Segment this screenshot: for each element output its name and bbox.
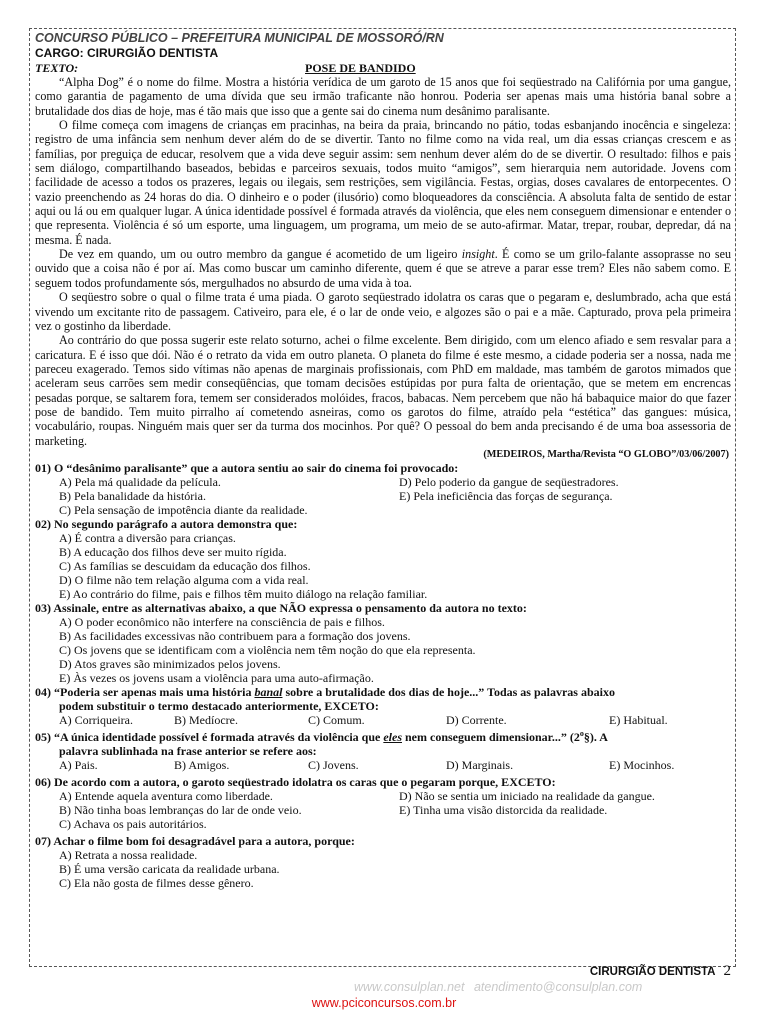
q5-stem-part-d: §). A bbox=[583, 729, 608, 744]
q4-option-a: A) Corriqueira. bbox=[59, 712, 133, 727]
question-6-stem: 06) De acordo com a autora, o garoto seqüestrado idolatra os caras que o pegaram porque, EXCETO: bbox=[35, 774, 556, 789]
paragraph-3-part-c: . É como se um grilo-falante assoprasse no seu ouvido que a coisa não é por aí. Mas como buscar um caminho diferente, quem é que se atreve a parar esse trem? Eles não sabem como. E seguem todos profundamente sós, mergulhados no absurdo de uma vida à toa. bbox=[35, 247, 732, 290]
pciconcursos-link[interactable]: www.pciconcursos.com.br bbox=[311, 996, 457, 1010]
question-5-stem-line-2 bbox=[35, 744, 731, 758]
q4-highlighted-word: banal bbox=[254, 684, 283, 699]
q6-option-a: A) Entende aquela aventura como liberdade. bbox=[59, 788, 273, 803]
q1-option-b: B) Pela banalidade da história. bbox=[59, 488, 206, 503]
q1-option-d: D) Pelo poderio da gangue de seqüestradores. bbox=[399, 474, 619, 489]
footer-cargo bbox=[590, 963, 731, 980]
q4-stem-part-a: 04) “Poderia ser apenas mais uma história bbox=[35, 684, 255, 699]
q1-option-a: A) Pela má qualidade da película. bbox=[59, 474, 221, 489]
paragraph-3 bbox=[35, 247, 731, 290]
insight-word: insight bbox=[461, 247, 495, 262]
question-4-stem bbox=[35, 685, 731, 699]
footer-cargo-label: CIRURGIÃO DENTISTA bbox=[589, 966, 716, 978]
paragraph-2: O filme começa com imagens de crianças em pracinhas, na beira da praia, brincando no pátio, todas esbanjando inocência e singeleza: registro de uma infância sem nenhum dever além do de se divertir. Tanto no filme como na vida real, um dia essas crianças crescem e as famílias, por preguiça de educar, resolvem que a vida deve seguir assim: sem nenhum dever além do de se divertir. O resultado: filhos e pais sem diálogo, compartilhando baseados, bebidas e parceiros sexuais, todos muito “amigos”, sem hierarquia nem autoridade. Jovens com facilidade de acesso a todos os prazeres, legais ou ilegais, sem restrições, sem vigilância. Festas, orgias, doses cavalares de entorpecentes. O vazio preenchendo as 24 horas do dia. O dinheiro e o poder (ilusório) como bloqueadores da consciência. A absoluta falta de sentido de estar aqui ou lá ou em qualquer lugar. A única identidade possível é formada através da violência, que eles nem conseguem dimensionar e entender o que representa. Violência é só um esporte, uma linguagem, um programa, um meio de se auto-afirmar. Matar, trepar, roubar, depredar, dá na mesma. É nada. bbox=[35, 118, 731, 247]
paragraph-5: Ao contrário do que possa sugerir este relato soturno, achei o filme excelente. Bem dirigido, com um elenco afiado e sem resvalar para a caricatura. E é isso que dói. Não é o retrato da vida em outro planeta. O planeta do filme é este mesmo, a cidade poderia ser a nossa, nada me pareceu exagerado. Temos sido vítimas não apenas de marginais profissionais, com PhD em maldade, mas também de garotos mimados que aceleram seus carrões sem medir conseqüências, que tomam decisões estúpidas por pura falta de orientação, que se metem em encrencas pesadas porque, se saltarem fora, temem ser considerados molóides, fracos, babacas. Nem percebem que não há babaquice maior do que fazer pose de bandido. Tem muito pirralho aí cometendo asneiras, como os garotos do filme, atraído pela “estética” das gangues: música, vocabulário, roupas. Ninguém mais quer ser da turma dos mocinhos. Por quê? O pessoal do bem anda precisando é de uma boa assessoria de marketing. bbox=[35, 333, 731, 448]
q4-stem-part-c: sobre a brutalidade dos dias de hoje...” Todas as palavras abaixo bbox=[282, 684, 615, 699]
text-title: POSE DE BANDIDO bbox=[305, 61, 416, 75]
q2-option-b: B) A educação dos filhos deve ser muito rígida. bbox=[59, 544, 287, 559]
cargo-line: CARGO: CIRURGIÃO DENTISTA bbox=[35, 46, 219, 60]
q3-option-c: C) Os jovens que se identificam com a violência nem têm noção do que ela representa. bbox=[59, 642, 476, 657]
q5-superscript: o bbox=[579, 728, 584, 738]
q4-option-d: D) Corrente. bbox=[446, 712, 507, 727]
question-7-stem: 07) Achar o filme bom foi desagradável para a autora, porque: bbox=[35, 833, 355, 848]
consulplan-site-link[interactable]: www.consulplan.net bbox=[354, 980, 465, 994]
q2-option-e: E) Ao contrário do filme, pais e filhos têm muito diálogo na relação familiar. bbox=[59, 586, 428, 601]
question-1-stem: 01) O “desânimo paralisante” que a autora sentiu ao sair do cinema foi provocado: bbox=[35, 460, 459, 475]
q4-option-e: E) Habitual. bbox=[609, 712, 668, 727]
paragraph-3-part-a: De vez em quando, um ou outro membro da gangue é acometido de um ligeiro bbox=[59, 247, 462, 262]
question-6-options bbox=[35, 789, 731, 831]
q3-option-a: A) O poder econômico não interfere na consciência de pais e filhos. bbox=[59, 614, 385, 629]
question-4-options bbox=[35, 713, 731, 727]
q7-option-c: C) Ela não gosta de filmes desse gênero. bbox=[59, 875, 254, 890]
q3-option-b: B) As facilidades excessivas não contribuem para a formação dos jovens. bbox=[59, 628, 411, 643]
q5-option-e: E) Mocinhos. bbox=[609, 757, 675, 772]
q6-option-c: C) Achava os pais autoritários. bbox=[59, 816, 207, 831]
q5-option-c: C) Jovens. bbox=[308, 757, 359, 772]
q5-option-a: A) Pais. bbox=[59, 757, 98, 772]
footer-watermark bbox=[354, 980, 648, 994]
q4-option-c: C) Comum. bbox=[308, 712, 365, 727]
page-number: 2 bbox=[723, 963, 731, 979]
q4-option-b: B) Medíocre. bbox=[174, 712, 238, 727]
question-2-stem: 02) No segundo parágrafo a autora demonstra que: bbox=[35, 516, 298, 531]
text-source: (MEDEIROS, Martha/Revista “O GLOBO”/03/06/2007) bbox=[483, 448, 729, 460]
question-5-stem bbox=[35, 727, 731, 744]
question-3-stem: 03) Assinale, entre as alternativas abaixo, a que NÃO expressa o pensamento da autora no texto: bbox=[35, 600, 527, 615]
question-4-stem-line-2 bbox=[35, 699, 731, 713]
q5-option-b: B) Amigos. bbox=[174, 757, 230, 772]
concurso-header: CONCURSO PÚBLICO – PREFEITURA MUNICIPAL DE MOSSORÓ/RN bbox=[35, 31, 444, 45]
question-5-options bbox=[35, 758, 731, 772]
paragraph-1: “Alpha Dog” é o nome do filme. Mostra a história verídica de um garoto de 15 anos que foi seqüestrado na Califórnia por uma gangue, como garantia de pagamento de uma dívida que seu irmão traficante não honrou. Poderia ser apenas mais uma história banal sobre a brutalidade dos dias de hoje, mas é tão mais que isso que a gente sai do cinema num desânimo paralisante. bbox=[35, 75, 731, 118]
q2-option-a: A) É contra a diversão para crianças. bbox=[59, 530, 236, 545]
q5-stem-part-a: 05) “A única identidade possível é formada através da violência que bbox=[35, 729, 384, 744]
q5-stem-line-2-text: palavra sublinhada na frase anterior se refere aos: bbox=[59, 743, 317, 758]
q7-option-b: B) É uma versão caricata da realidade urbana. bbox=[59, 861, 280, 876]
texto-label: TEXTO: bbox=[35, 61, 79, 75]
q3-option-e: E) Às vezes os jovens usam a violência para uma auto-afirmação. bbox=[59, 670, 374, 685]
q7-option-a: A) Retrata a nossa realidade. bbox=[59, 847, 198, 862]
texto-title-row bbox=[35, 61, 731, 75]
q2-option-c: C) As famílias se descuidam da educação dos filhos. bbox=[59, 558, 311, 573]
q6-option-e: E) Tinha uma visão distorcida da realidade. bbox=[399, 802, 608, 817]
q1-option-e: E) Pela ineficiência das forças de segurança. bbox=[399, 488, 613, 503]
q4-stem-line-2-text: podem substituir o termo destacado anteriormente, EXCETO: bbox=[59, 698, 379, 713]
q6-option-d: D) Não se sentia um iniciado na realidade da gangue. bbox=[399, 788, 655, 803]
exam-page bbox=[35, 30, 731, 890]
q5-highlighted-word: eles bbox=[383, 729, 402, 744]
q3-option-d: D) Atos graves são minimizados pelos jovens. bbox=[59, 656, 281, 671]
q6-option-b: B) Não tinha boas lembranças do lar de onde veio. bbox=[59, 802, 302, 817]
q1-option-c: C) Pela sensação de impotência diante da realidade. bbox=[59, 502, 308, 517]
q5-option-d: D) Marginais. bbox=[446, 757, 514, 772]
q2-option-d: D) O filme não tem relação alguma com a vida real. bbox=[59, 572, 309, 587]
consulplan-email-link[interactable]: atendimento@consulplan.com bbox=[473, 980, 643, 994]
q5-stem-part-c: nem conseguem dimensionar...” (2 bbox=[402, 729, 580, 744]
paragraph-4: O seqüestro sobre o qual o filme trata é uma piada. O garoto seqüestrado idolatra os caras que o pegaram e, deslumbrado, acha que está vivendo um excitante rito de passagem. Cativeiro, para ele, é o lar de onde veio, e algozes são o pai e a mãe. Capturado, prova pela primeira vez o gostinho da liberdade. bbox=[35, 290, 731, 333]
question-1-options bbox=[35, 475, 731, 517]
